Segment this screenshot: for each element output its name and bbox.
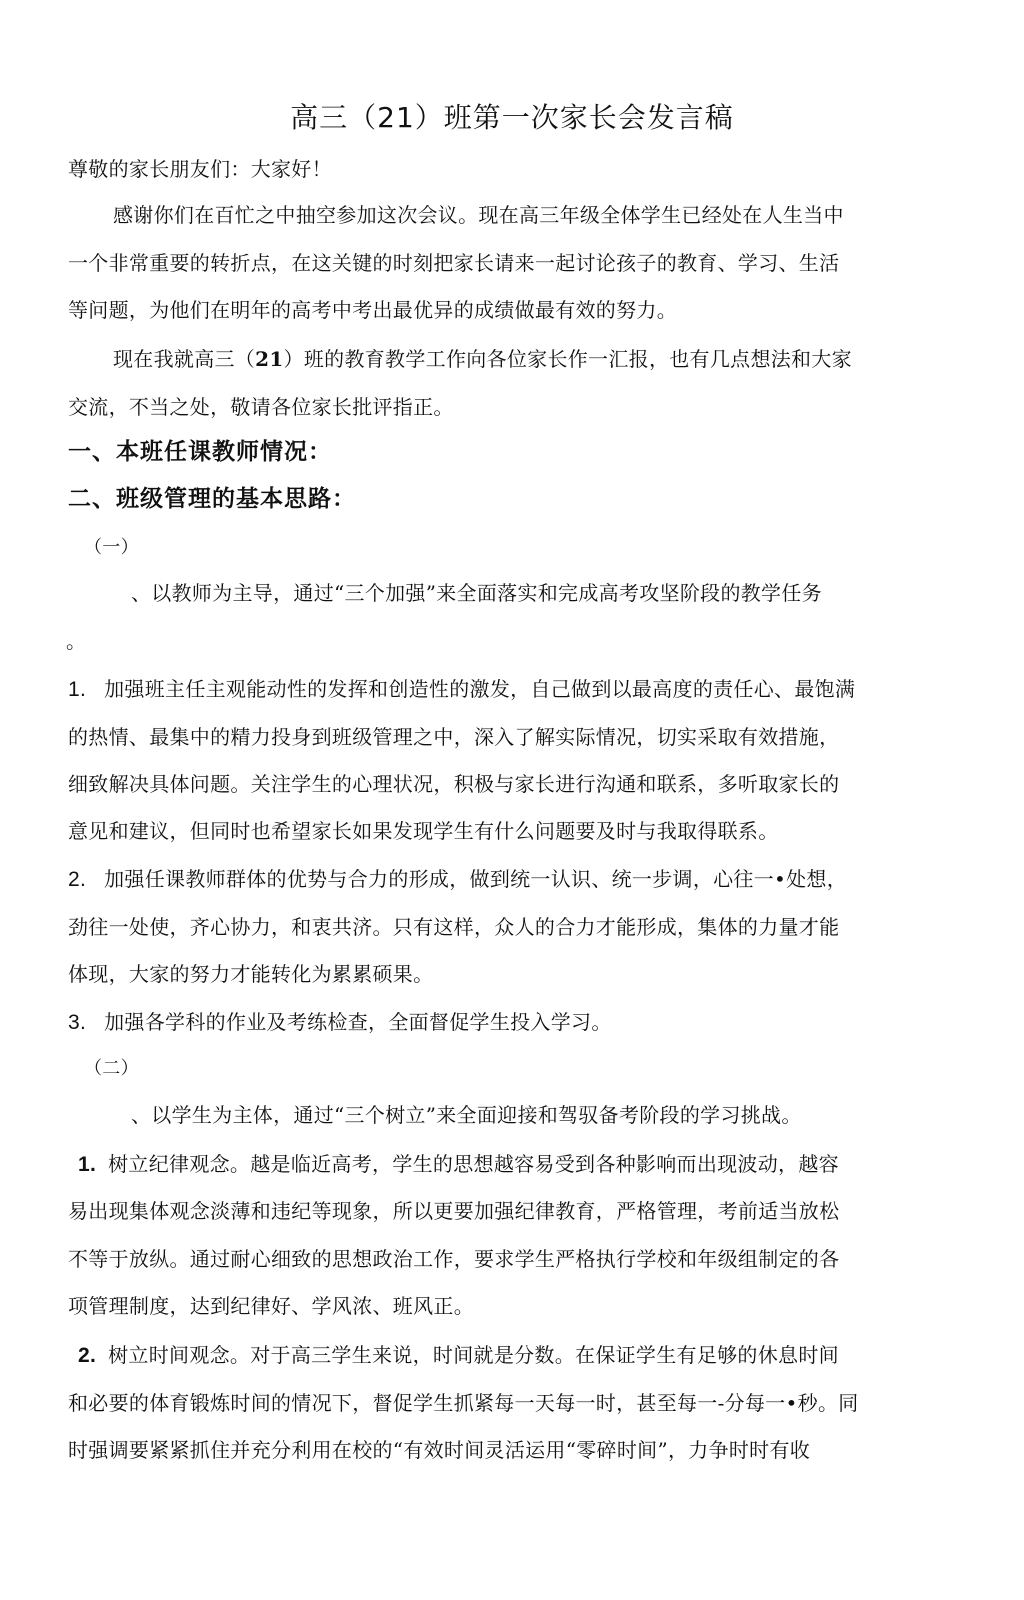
section1-item-1-line-4: 意见和建议，但同时也希望家长如果发现学生有什么问题要及时与我取得联系。 [68, 819, 779, 843]
section1-item-2-number: 2. [68, 868, 87, 891]
section2-label: （二） [84, 1058, 139, 1079]
report-suffix: ）班的教育教学工作向各位家长作一汇报，也有几点想法和大家 [283, 347, 852, 371]
section1-item-3-number: 3. [68, 1011, 87, 1034]
section1-item-2-line-3: 体现，大家的努力才能转化为累累硕果。 [68, 962, 434, 986]
section2-item-2-line-1 [78, 1341, 839, 1370]
section1-item-1-line-3: 细致解决具体问题。关注学生的心理状况，积极与家长进行沟通和联系，多听取家长的 [68, 772, 840, 796]
section2-item-2-number: 2. [78, 1344, 97, 1367]
section1-item-1-line-1 [68, 675, 855, 704]
section1-item-1-text: 加强班主任主观能动性的发挥和创造性的激发，自己做到以最高度的责任心、最饱满 [104, 677, 856, 701]
intro-line-3: 等问题，为他们在明年的高考中考出最优异的成绩做最有效的努力。 [68, 298, 677, 322]
report-prefix: 现在我就高三（ [113, 347, 256, 371]
section2-item-2-text: 树立时间观念。对于高三学生来说，时间就是分数。在保证学生有足够的休息时间 [108, 1343, 839, 1367]
section1-item-2-line-1 [68, 865, 847, 894]
report-line-2: 交流，不当之处，敬请各位家长批评指正。 [68, 395, 454, 419]
section1-line-1: 、以教师为主导，通过“三个加强”来全面落实和完成高考攻坚阶段的教学任务 [131, 581, 822, 605]
section2-item-1-line-4: 项管理制度，达到纪律好、学风浓、班风正。 [68, 1294, 474, 1318]
heading-one: 一、本班任课教师情况： [68, 439, 332, 465]
section1-item-3-line-1 [68, 1008, 612, 1037]
section2-item-1-text: 树立纪律观念。越是临近高考，学生的思想越容易受到各种影响而出现波动，越容 [108, 1152, 839, 1176]
heading-two: 二、班级管理的基本思路： [68, 486, 356, 512]
section1-line-1-end: 。 [66, 629, 87, 653]
document-title: 高三（21）班第一次家长会发言稿 [290, 101, 734, 134]
report-class-number: 21 [255, 347, 284, 371]
intro-line-1: 感谢你们在百忙之中抽空参加这次会议。现在高三年级全体学生已经处在人生当中 [113, 203, 844, 227]
section2-line-1: 、以学生为主体，通过“三个树立”来全面迎接和驾驭备考阶段的学习挑战。 [131, 1103, 802, 1127]
report-line-1 [113, 345, 852, 373]
section1-item-2-text: 加强任课教师群体的优势与合力的形成，做到统一认识、统一步调，心往一•处想， [104, 867, 848, 891]
section2-item-1-line-3: 不等于放纵。通过耐心细致的思想政治工作，要求学生严格执行学校和年级组制定的各 [68, 1247, 840, 1271]
section1-item-1-number: 1. [68, 678, 87, 701]
section1-item-3-text: 加强各学科的作业及考练检查，全面督促学生投入学习。 [104, 1010, 612, 1034]
section1-label: （一） [84, 537, 139, 558]
section1-item-1-line-2: 的热情、最集中的精力投身到班级管理之中，深入了解实际情况，切实采取有效措施， [68, 725, 840, 749]
greeting: 尊敬的家长朋友们：大家好！ [68, 157, 332, 181]
section2-item-2-line-2: 和必要的体育锻炼时间的情况下，督促学生抓紧每一天每一时，甚至每一-分每一•秒。同 [68, 1391, 859, 1415]
section1-item-2-line-2: 劲往一处使，齐心协力，和衷共济。只有这样，众人的合力才能形成，集体的力量才能 [68, 915, 840, 939]
section2-item-2-line-3: 时强调要紧紧抓住并充分利用在校的“有效时间灵活运用“零碎时间”，力争时时有收 [68, 1438, 811, 1462]
section2-item-1-line-2: 易出现集体观念淡薄和违纪等现象，所以更要加强纪律教育，严格管理，考前适当放松 [68, 1199, 840, 1223]
section2-item-1-line-1 [78, 1150, 839, 1179]
intro-line-2: 一个非常重要的转折点，在这关键的时刻把家长请来一起讨论孩子的教育、学习、生活 [68, 251, 840, 275]
section2-item-1-number: 1. [78, 1153, 97, 1176]
